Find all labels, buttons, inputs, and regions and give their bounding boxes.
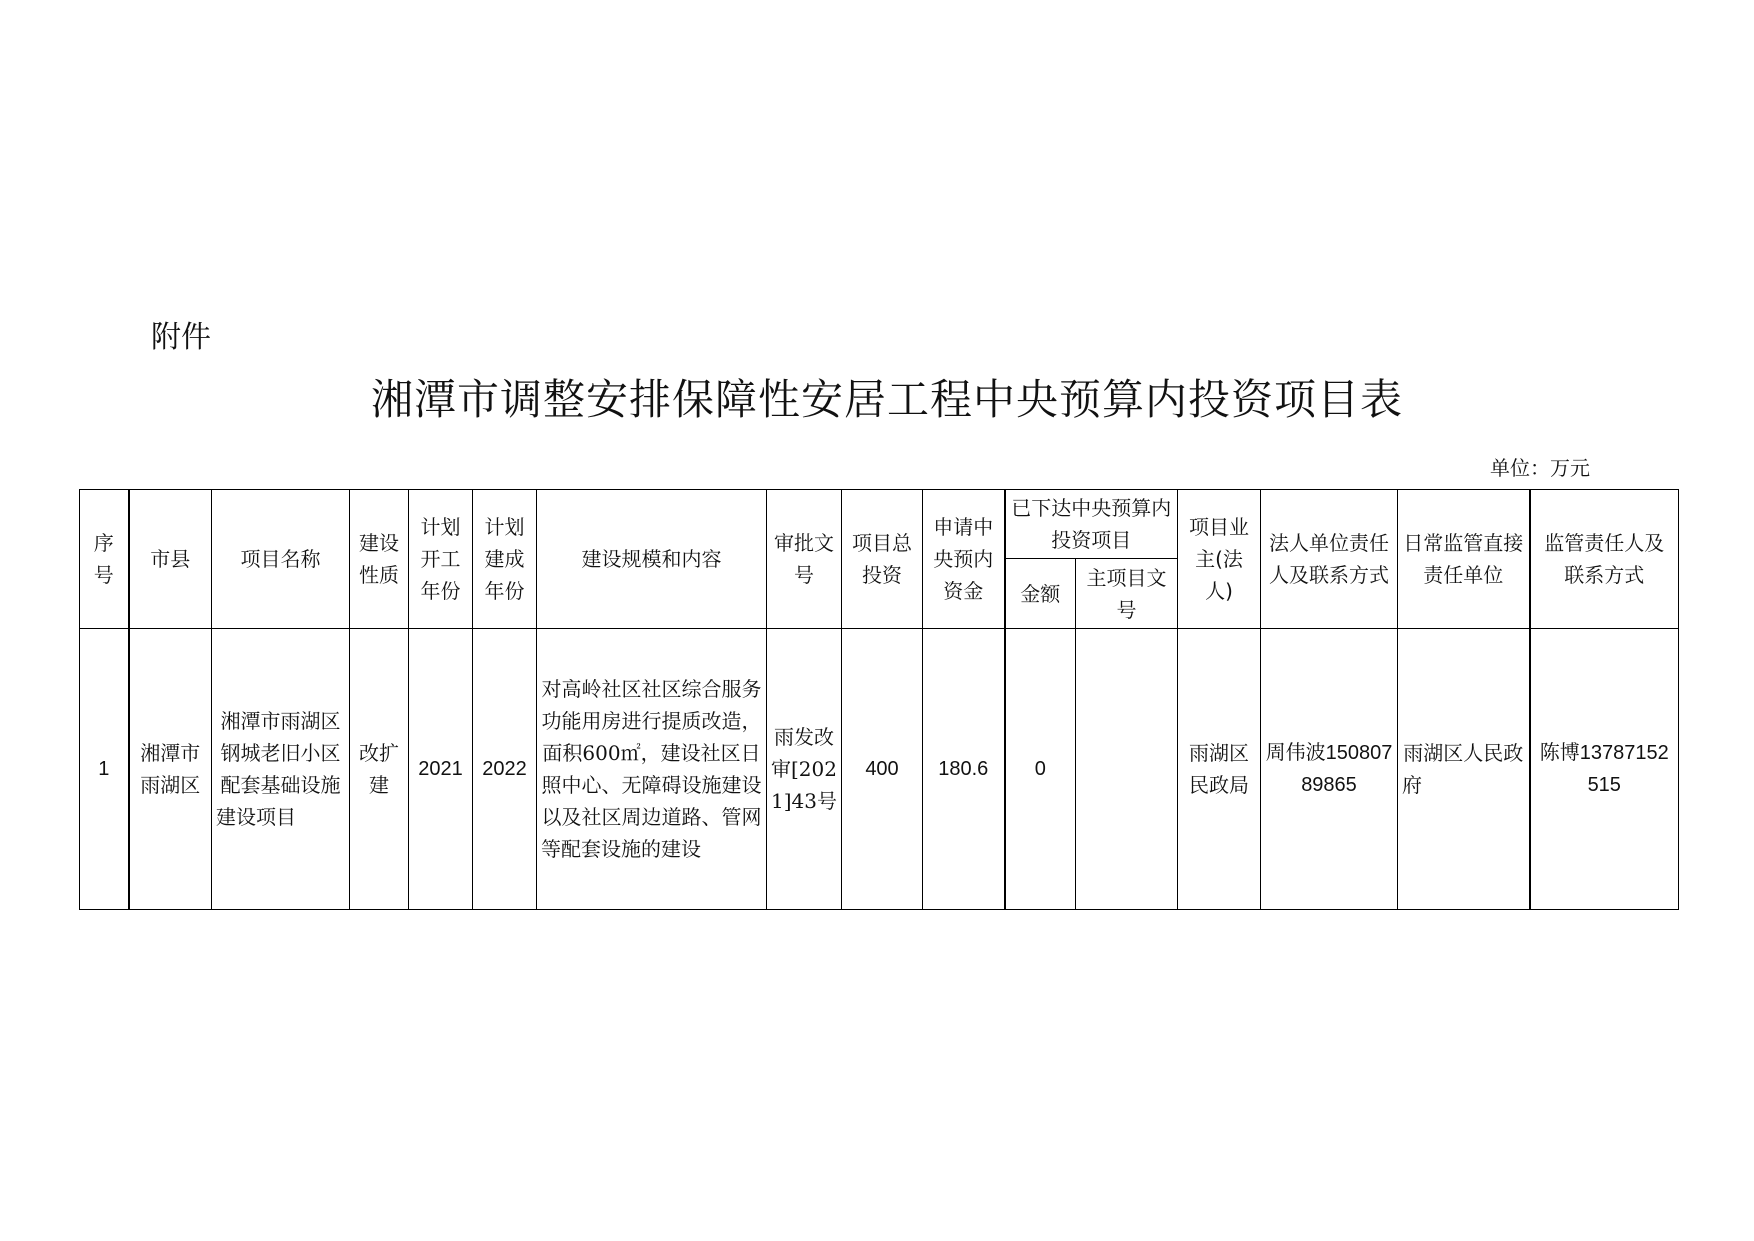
cell-supervisor-contact: 陈博13787152515 (1530, 629, 1679, 910)
page-title: 湘潭市调整安排保障性安居工程中央预算内投资项目表 (370, 375, 1403, 424)
cell-supervision-unit: 雨湖区人民政府 (1398, 629, 1530, 910)
unit-label: 单位：万元 (1490, 456, 1590, 480)
cell-issued-amount: 0 (1005, 629, 1076, 910)
cell-legal-contact: 周伟波15080789865 (1261, 629, 1398, 910)
cell-construction-type: 改扩建 (350, 629, 409, 910)
header-city: 市县 (129, 490, 212, 629)
header-scope: 建设规模和内容 (537, 490, 767, 629)
cell-project-name: 湘潭市雨湖区钢城老旧小区配套基础设施建设项目 (212, 629, 350, 910)
header-approval-doc: 审批文号 (767, 490, 842, 629)
cell-main-doc-no (1076, 629, 1178, 910)
cell-scope: 对高岭社区社区综合服务功能用房进行提质改造，面积600㎡，建设社区日照中心、无障碍设施建设以及社区周边道路、管网等配套设施的建设 (537, 629, 767, 910)
header-construction-type: 建设性质 (350, 490, 409, 629)
header-requested-funds: 申请中央预内资金 (923, 490, 1005, 629)
header-row (80, 490, 1679, 559)
cell-city: 湘潭市雨湖区 (129, 629, 212, 910)
project-table (79, 489, 1679, 910)
header-start-year: 计划开工年份 (409, 490, 473, 629)
header-supervisor-contact: 监管责任人及联系方式 (1530, 490, 1679, 629)
header-issued-group: 已下达中央预算内投资项目 (1005, 490, 1178, 559)
attachment-label: 附件 (151, 320, 211, 355)
header-supervision-unit: 日常监管直接责任单位 (1398, 490, 1530, 629)
cell-seq: 1 (80, 629, 129, 910)
header-issued-amount: 金额 (1005, 559, 1076, 629)
table-row (80, 629, 1679, 910)
header-seq: 序号 (80, 490, 129, 629)
cell-requested-funds: 180.6 (923, 629, 1005, 910)
header-total-investment: 项目总投资 (842, 490, 923, 629)
cell-owner: 雨湖区民政局 (1178, 629, 1261, 910)
header-project-name: 项目名称 (212, 490, 350, 629)
header-legal-contact: 法人单位责任人及联系方式 (1261, 490, 1398, 629)
header-completion-year: 计划建成年份 (473, 490, 537, 629)
cell-total-investment: 400 (842, 629, 923, 910)
header-main-doc-no: 主项目文号 (1076, 559, 1178, 629)
cell-completion-year: 2022 (473, 629, 537, 910)
header-owner: 项目业主(法人) (1178, 490, 1261, 629)
cell-approval-doc: 雨发改审[2021]43号 (767, 629, 842, 910)
cell-start-year: 2021 (409, 629, 473, 910)
